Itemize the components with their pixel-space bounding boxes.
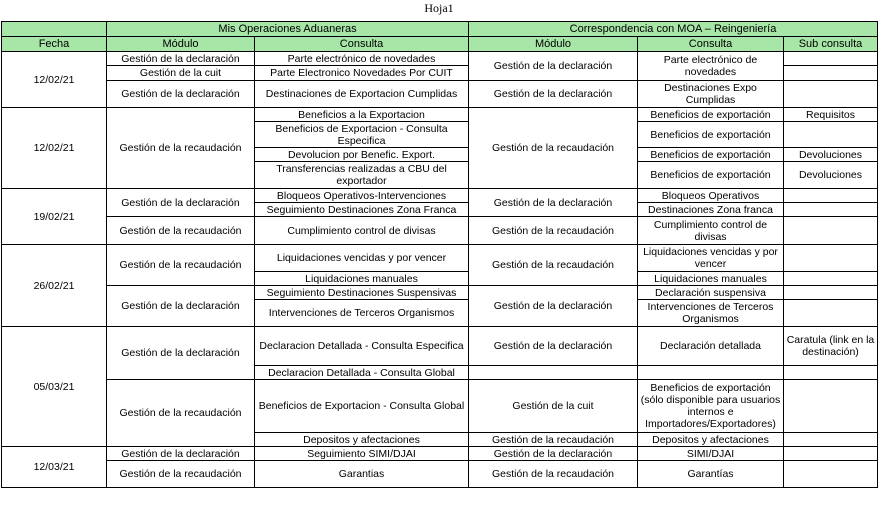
consulta-cell: Devolucion por Benefic. Export. bbox=[255, 148, 469, 162]
subconsulta-cell bbox=[784, 433, 878, 447]
subconsulta-cell: Devoluciones bbox=[784, 162, 878, 189]
subconsulta-cell: Caratula (link en la destinación) bbox=[784, 327, 878, 366]
subconsulta-cell bbox=[784, 366, 878, 380]
column-header-consulta: Consulta bbox=[255, 37, 469, 52]
fecha-cell: 19/02/21 bbox=[2, 189, 107, 245]
consulta-cell: Beneficios a la Exportacion bbox=[255, 108, 469, 122]
modulo-cell: Gestión de la declaración bbox=[107, 52, 255, 66]
moa-consulta-cell: Beneficios de exportación bbox=[638, 122, 784, 148]
modulo-cell: Gestión de la declaración bbox=[107, 286, 255, 327]
consulta-cell: Seguimiento Destinaciones Zona Franca bbox=[255, 203, 469, 217]
table-row bbox=[2, 108, 878, 122]
table-row bbox=[2, 380, 878, 433]
group-header-right: Correspondencia con MOA – Reingeniería bbox=[469, 22, 878, 37]
moa-consulta-cell: Beneficios de exportación bbox=[638, 162, 784, 189]
moa-consulta-cell: Intervenciones de Terceros Organismos bbox=[638, 300, 784, 327]
fecha-cell: 05/03/21 bbox=[2, 327, 107, 447]
consulta-cell: Seguimiento Destinaciones Suspensivas bbox=[255, 286, 469, 300]
consulta-cell: Liquidaciones manuales bbox=[255, 272, 469, 286]
sheet-title: Hoja1 bbox=[424, 1, 454, 15]
moa-consulta-cell: Parte electrónico de novedades bbox=[638, 52, 784, 81]
group-header-row bbox=[2, 22, 878, 37]
moa-consulta-cell: Liquidaciones vencidas y por vencer bbox=[638, 245, 784, 272]
group-header-left: Mis Operaciones Aduaneras bbox=[107, 22, 469, 37]
correspondence-table bbox=[1, 21, 878, 488]
table-row bbox=[2, 461, 878, 488]
fecha-cell: 12/02/21 bbox=[2, 108, 107, 189]
moa-modulo-cell: Gestión de la declaración bbox=[469, 447, 638, 461]
moa-modulo-cell: Gestión de la declaración bbox=[469, 189, 638, 217]
moa-modulo-cell: Gestión de la recaudación bbox=[469, 108, 638, 189]
column-header-fecha: Fecha bbox=[2, 37, 107, 52]
moa-modulo-cell: Gestión de la recaudación bbox=[469, 217, 638, 245]
modulo-cell: Gestión de la cuit bbox=[107, 66, 255, 81]
subconsulta-cell bbox=[784, 447, 878, 461]
moa-consulta-cell: Declaración detallada bbox=[638, 327, 784, 366]
modulo-cell: Gestión de la recaudación bbox=[107, 461, 255, 488]
subconsulta-cell bbox=[784, 286, 878, 300]
modulo-cell: Gestión de la declaración bbox=[107, 327, 255, 380]
consulta-cell: Intervenciones de Terceros Organismos bbox=[255, 300, 469, 327]
consulta-cell: Declaracion Detallada - Consulta Especifica bbox=[255, 327, 469, 366]
fecha-cell: 12/02/21 bbox=[2, 52, 107, 108]
table-row bbox=[2, 245, 878, 272]
subconsulta-cell bbox=[784, 272, 878, 286]
modulo-cell: Gestión de la recaudación bbox=[107, 217, 255, 245]
table-row bbox=[2, 52, 878, 66]
consulta-cell: Transferencias realizadas a CBU del exportador bbox=[255, 162, 469, 189]
header-blank-cell bbox=[2, 22, 107, 37]
table-row bbox=[2, 81, 878, 108]
moa-consulta-cell: Garantías bbox=[638, 461, 784, 488]
consulta-cell: Cumplimiento control de divisas bbox=[255, 217, 469, 245]
subconsulta-cell bbox=[784, 189, 878, 203]
moa-consulta-cell bbox=[638, 366, 784, 380]
subconsulta-cell bbox=[784, 66, 878, 81]
modulo-cell: Gestión de la recaudación bbox=[107, 380, 255, 447]
modulo-cell: Gestión de la declaración bbox=[107, 189, 255, 217]
subconsulta-cell: Requisitos bbox=[784, 108, 878, 122]
moa-consulta-cell: Cumplimiento control de divisas bbox=[638, 217, 784, 245]
column-header-moa-modulo: Módulo bbox=[469, 37, 638, 52]
consulta-cell: Destinaciones de Exportacion Cumplidas bbox=[255, 81, 469, 108]
column-header-moa-consulta: Consulta bbox=[638, 37, 784, 52]
moa-modulo-cell: Gestión de la recaudación bbox=[469, 433, 638, 447]
moa-modulo-cell: Gestión de la recaudación bbox=[469, 245, 638, 286]
consulta-cell: Seguimiento SIMI/DJAI bbox=[255, 447, 469, 461]
moa-consulta-cell: Declaración suspensiva bbox=[638, 286, 784, 300]
fecha-cell: 12/03/21 bbox=[2, 447, 107, 488]
moa-modulo-cell: Gestión de la recaudación bbox=[469, 461, 638, 488]
moa-consulta-cell: Depositos y afectaciones bbox=[638, 433, 784, 447]
subconsulta-cell bbox=[784, 52, 878, 66]
modulo-cell: Gestión de la recaudación bbox=[107, 108, 255, 189]
consulta-cell: Garantias bbox=[255, 461, 469, 488]
consulta-cell: Parte Electronico Novedades Por CUIT bbox=[255, 66, 469, 81]
table-row bbox=[2, 447, 878, 461]
subconsulta-cell bbox=[784, 300, 878, 327]
column-header-modulo: Módulo bbox=[107, 37, 255, 52]
moa-modulo-cell: Gestión de la declaración bbox=[469, 52, 638, 81]
table-row bbox=[2, 286, 878, 300]
modulo-cell: Gestión de la declaración bbox=[107, 81, 255, 108]
moa-consulta-cell: Beneficios de exportación bbox=[638, 148, 784, 162]
moa-consulta-cell: Beneficios de exportación bbox=[638, 108, 784, 122]
consulta-cell: Declaracion Detallada - Consulta Global bbox=[255, 366, 469, 380]
consulta-cell: Beneficios de Exportacion - Consulta Especifica bbox=[255, 122, 469, 148]
consulta-cell: Bloqueos Operativos-Intervenciones bbox=[255, 189, 469, 203]
moa-modulo-cell: Gestión de la cuit bbox=[469, 380, 638, 433]
subconsulta-cell bbox=[784, 217, 878, 245]
subconsulta-cell bbox=[784, 81, 878, 108]
modulo-cell: Gestión de la recaudación bbox=[107, 245, 255, 286]
consulta-cell: Liquidaciones vencidas y por vencer bbox=[255, 245, 469, 272]
column-header-sub-consulta: Sub consulta bbox=[784, 37, 878, 52]
moa-consulta-cell: Destinaciones Expo Cumplidas bbox=[638, 81, 784, 108]
consulta-cell: Depositos y afectaciones bbox=[255, 433, 469, 447]
subconsulta-cell: Devoluciones bbox=[784, 148, 878, 162]
moa-consulta-cell: Beneficios de exportación (sólo disponible para usuarios internos e Importadores/Exportadores) bbox=[638, 380, 784, 433]
moa-consulta-cell: Destinaciones Zona franca bbox=[638, 203, 784, 217]
moa-consulta-cell: SIMI/DJAI bbox=[638, 447, 784, 461]
moa-modulo-cell: Gestión de la declaración bbox=[469, 81, 638, 108]
consulta-cell: Beneficios de Exportacion - Consulta Global bbox=[255, 380, 469, 433]
consulta-cell: Parte electrónico de novedades bbox=[255, 52, 469, 66]
moa-consulta-cell: Liquidaciones manuales bbox=[638, 272, 784, 286]
table-row bbox=[2, 189, 878, 203]
fecha-cell: 26/02/21 bbox=[2, 245, 107, 327]
subconsulta-cell bbox=[784, 203, 878, 217]
table-row bbox=[2, 327, 878, 366]
table-row bbox=[2, 217, 878, 245]
modulo-cell: Gestión de la declaración bbox=[107, 447, 255, 461]
subconsulta-cell bbox=[784, 245, 878, 272]
subconsulta-cell bbox=[784, 122, 878, 148]
moa-modulo-cell: Gestión de la declaración bbox=[469, 286, 638, 327]
moa-consulta-cell: Bloqueos Operativos bbox=[638, 189, 784, 203]
moa-modulo-cell bbox=[469, 366, 638, 380]
subconsulta-cell bbox=[784, 380, 878, 433]
moa-modulo-cell: Gestión de la declaración bbox=[469, 327, 638, 366]
column-header-row bbox=[2, 37, 878, 52]
subconsulta-cell bbox=[784, 461, 878, 488]
